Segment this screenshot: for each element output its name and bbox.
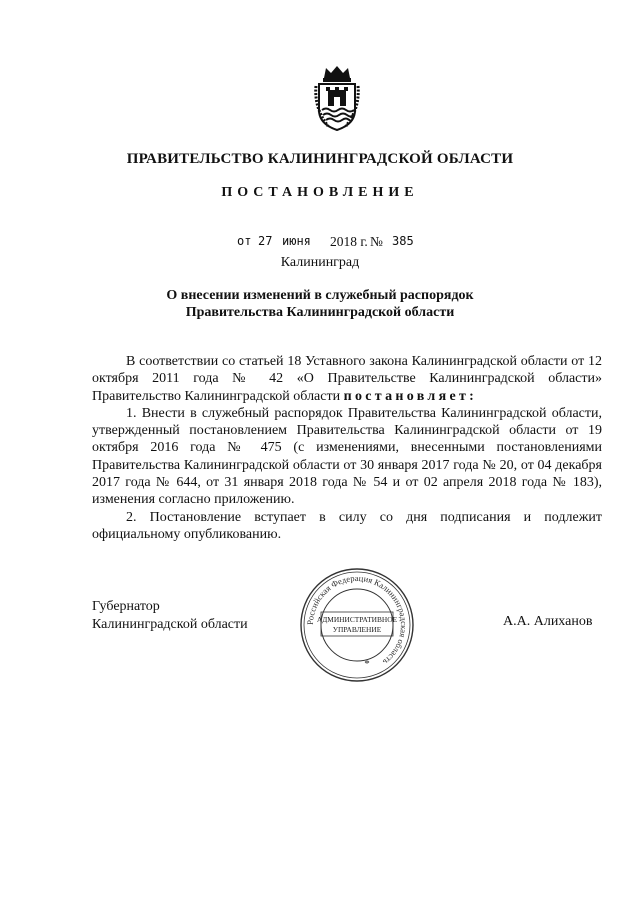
stamp-ring-text: Российская Федерация Калининградская область [304, 572, 410, 668]
document-body [92, 353, 602, 543]
decree-word: постановляет: [343, 388, 478, 404]
date-year: 2018 г. [330, 234, 368, 249]
stamp-line-1: АДМИНИСТРАТИВНОЕ [316, 615, 398, 624]
signatory-position [92, 598, 248, 634]
document-number: 385 [392, 234, 414, 248]
item-1-paragraph: 1. Внести в служебный распорядок Правительства Калининградской области, утвержденный постановлением Правительства Калининградской области от 19 октября 2016 года № 475 (с изменениями, внесенными постановлениями Правительства Калининградской области от 30 января 2017 года № 20, от 04 декабря 2017 года № 644, от 31 января 2018 года № 54 и от 02 апреля 2018 года № 183), изменения согласно приложению. [92, 405, 602, 508]
subject-line-1: О внесении изменений в служебный распорядок [166, 288, 474, 303]
number-sign: № [370, 234, 383, 249]
date-day: 27 [258, 234, 273, 248]
organization-title: ПРАВИТЕЛЬСТВО КАЛИНИНГРАДСКОЙ ОБЛАСТИ [126, 151, 514, 167]
subject-line-2: Правительства Калининградской области [185, 305, 455, 320]
document-type-title: ПОСТАНОВЛЕНИЕ [221, 185, 419, 200]
date-number-line [0, 234, 640, 252]
item-2-paragraph: 2. Постановление вступает в силу со дня подписания и подлежит официальному опубликованию. [92, 509, 602, 542]
stamp-line-2: УПРАВЛЕНИЕ [332, 625, 382, 634]
position-line-1: Губернатор [92, 599, 160, 614]
official-stamp [297, 565, 417, 685]
document-subject [0, 287, 640, 321]
date-month: июня [282, 234, 311, 248]
coat-of-arms-emblem [314, 64, 360, 132]
stamp-star: * [364, 658, 370, 670]
position-line-2: Калининградской области [92, 617, 248, 632]
signatory-name: А.А. Алиханов [503, 614, 593, 629]
intro-text: В соответствии со статьей 18 Уставного закона Калининградской области от 12 октября 2011 года № 42 «О Правительстве Калининградской области» Правительство Калининградской области [92, 354, 602, 404]
date-prefix: от [237, 234, 252, 248]
intro-paragraph [92, 353, 602, 405]
city-name: Калининград [280, 255, 360, 270]
